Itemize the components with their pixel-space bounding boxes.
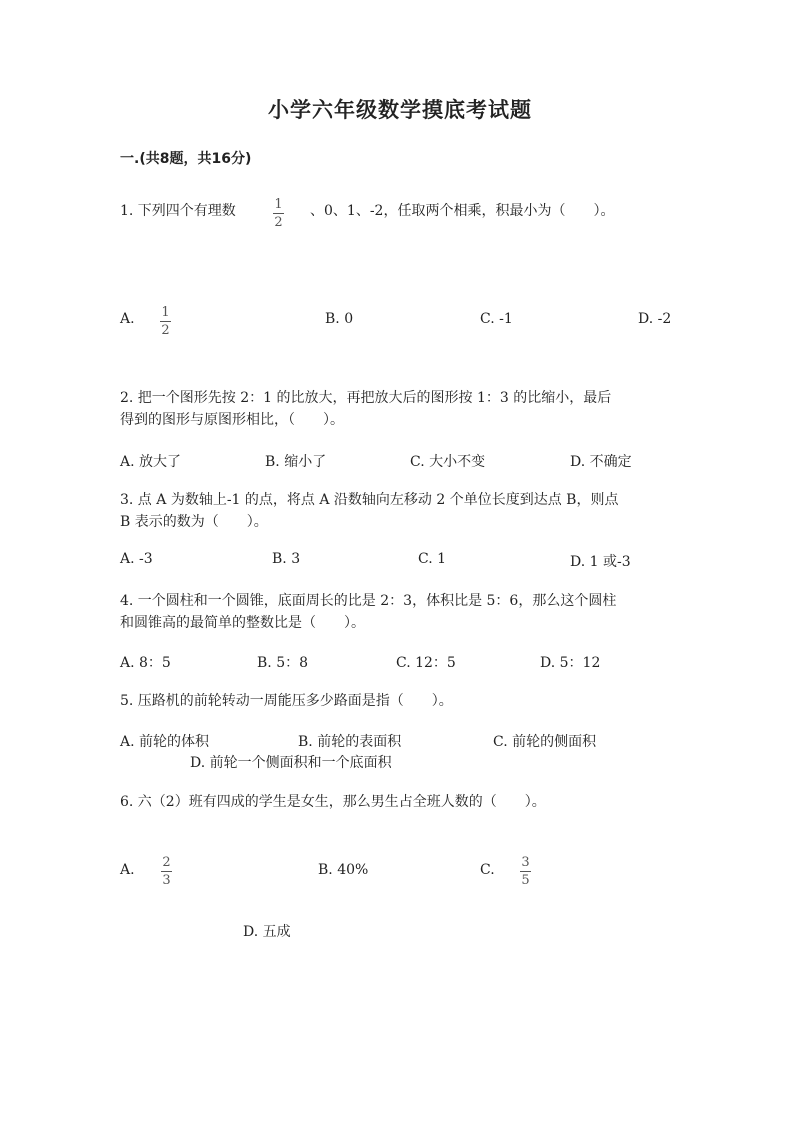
q5-option-d: D. 前轮一个侧面积和一个底面积 [190,755,392,771]
q3-option-a: A. -3 [120,551,153,567]
q6-option-c-label: C. [480,862,495,878]
fraction-numerator: 1 [161,305,170,320]
page-title: 小学六年级数学摸底考试题 [268,98,532,122]
section-heading: 一.(共8题，共16分) [120,151,252,167]
q1-option-c: C. -1 [480,311,513,327]
q2-option-c: C. 大小不变 [410,454,486,470]
question-4-line-2: 和圆锥高的最简单的整数比是（ ）。 [120,615,365,631]
question-1-prefix: 1. 下列四个有理数 [120,203,236,219]
fraction-numerator: 3 [521,855,530,870]
fraction-bar [520,871,531,872]
q2-option-a: A. 放大了 [120,454,182,470]
question-1-fraction [273,198,284,229]
fraction-bar [273,213,284,214]
q6-option-d: D. 五成 [243,924,291,940]
fraction-denominator: 3 [162,873,171,888]
fraction-denominator: 2 [274,215,283,230]
q4-option-a: A. 8：5 [120,655,171,671]
q2-option-b: B. 缩小了 [265,454,327,470]
q5-option-a: A. 前轮的体积 [120,734,210,750]
q1-option-a-label: A. [120,311,135,327]
q6-option-c-fraction [520,856,531,887]
q6-option-b: B. 40% [318,862,369,878]
q3-option-c: C. 1 [418,551,447,567]
fraction-bar [161,871,172,872]
q6-option-a-label: A. [120,862,135,878]
q1-option-d: D. -2 [638,311,672,327]
q6-option-a-fraction [161,856,172,887]
q3-option-d: D. 1 或-3 [570,554,631,570]
fraction-numerator: 2 [162,855,171,870]
question-2-line-2: 得到的图形与原图形相比，（ ）。 [120,412,344,428]
question-2-line-1: 2. 把一个图形先按 2：1 的比放大，再把放大后的图形按 1：3 的比缩小，最后 [120,390,612,406]
fraction-numerator: 1 [274,197,283,212]
question-1-suffix: 、0、1、-2，任取两个相乘，积最小为（ ）。 [310,203,615,219]
q4-option-b: B. 5：8 [257,655,309,671]
q1-option-a-fraction [160,306,171,337]
q1-option-b: B. 0 [325,311,354,327]
question-6-line-1: 6. 六（2）班有四成的学生是女生，那么男生占全班人数的（ ）。 [120,794,546,810]
question-4-line-1: 4. 一个圆柱和一个圆锥，底面周长的比是 2：3，体积比是 5：6，那么这个圆柱 [120,593,617,609]
q4-option-d: D. 5：12 [540,655,601,671]
question-3-line-2: B 表示的数为（ ）。 [120,514,268,530]
q4-option-c: C. 12：5 [396,655,456,671]
q3-option-b: B. 3 [272,551,301,567]
q5-option-b: B. 前轮的表面积 [298,734,402,750]
question-5-line-1: 5. 压路机的前轮转动一周能压多少路面是指（ ）。 [120,693,453,709]
q2-option-d: D. 不确定 [570,454,632,470]
q5-option-c: C. 前轮的侧面积 [493,734,597,750]
fraction-denominator: 2 [161,323,170,338]
question-3-line-1: 3. 点 A 为数轴上-1 的点，将点 A 沿数轴向左移动 2 个单位长度到达点 B，则点 [120,492,619,508]
fraction-denominator: 5 [521,873,530,888]
fraction-bar [160,321,171,322]
